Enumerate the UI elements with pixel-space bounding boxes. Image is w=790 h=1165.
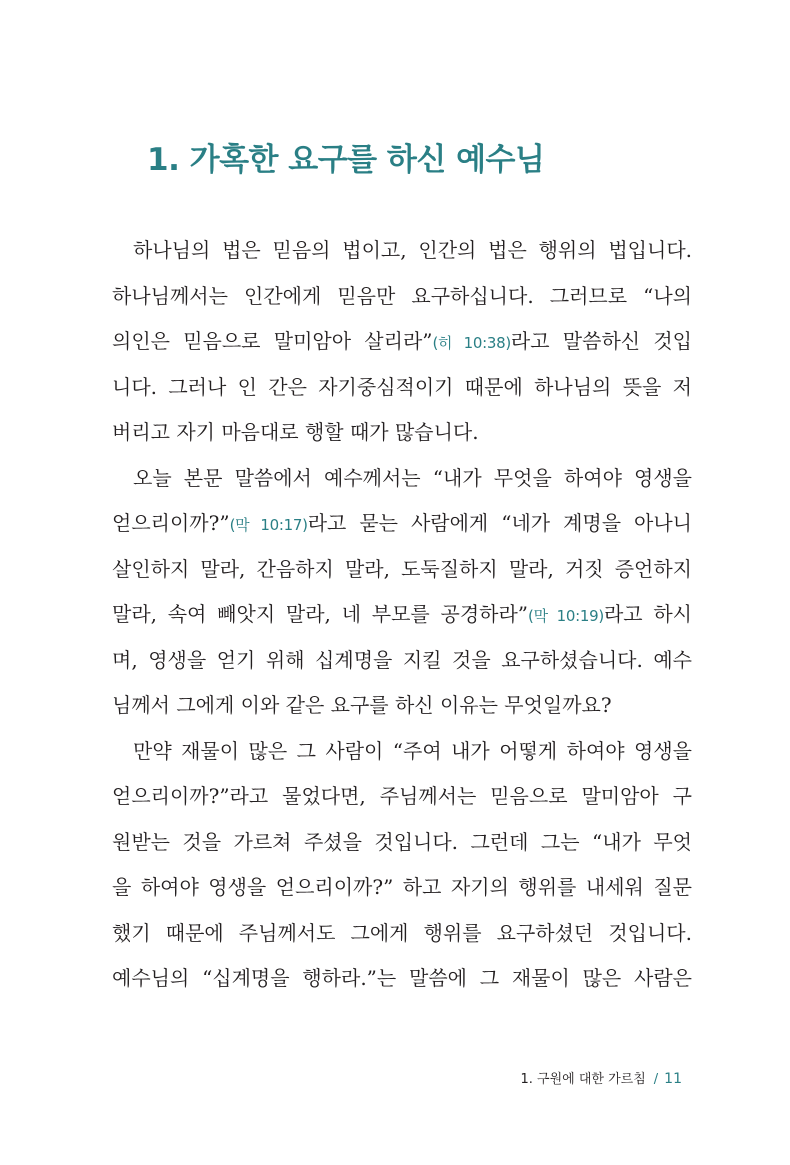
line-text-continued: 라고 하시 bbox=[603, 602, 692, 626]
line-text: 살인하지 말라, 간음하지 말라, 도둑질하지 말라, 거짓 증언하지 bbox=[112, 556, 692, 581]
line-text: 오늘 본문 말씀에서 예수께서는 “내가 무엇을 하여야 영생을 bbox=[133, 465, 692, 490]
text-line bbox=[112, 820, 692, 866]
text-line bbox=[112, 456, 692, 502]
footer-section-title: 1. 구원에 대한 가르침 bbox=[520, 1072, 646, 1087]
text-line bbox=[112, 228, 692, 274]
text-line bbox=[112, 319, 692, 365]
line-text: 하나님의 법은 믿음의 법이고, 인간의 법은 행위의 법입니다. bbox=[133, 238, 692, 262]
line-text-continued: 라고 묻는 사람에게 “네가 계명을 아나니 bbox=[307, 511, 692, 535]
text-line bbox=[112, 774, 692, 820]
text-line bbox=[112, 865, 692, 911]
scripture-reference: (히 10:38) bbox=[432, 334, 511, 352]
line-text: 니다. 그러나 인 간은 자기중심적이기 때문에 하나님의 뜻을 저 bbox=[112, 374, 692, 399]
text-line bbox=[112, 592, 692, 638]
line-text: 의인은 믿음으로 말미암아 살리라” bbox=[112, 329, 433, 353]
page-number: 11 bbox=[664, 1071, 682, 1087]
text-line bbox=[112, 274, 692, 320]
line-text: 며, 영생을 얻기 위해 십계명을 지킬 것을 요구하셨습니다. 예수 bbox=[112, 647, 692, 672]
text-line bbox=[112, 365, 692, 411]
line-text: 하나님께서는 인간에게 믿음만 요구하십니다. 그러므로 “나의 bbox=[112, 283, 692, 308]
line-text: 버리고 자기 마음대로 행할 때가 많습니다. bbox=[112, 420, 479, 444]
line-text: 님께서 그에게 이와 같은 요구를 하신 이유는 무엇일까요? bbox=[112, 693, 612, 717]
line-text: 얻으리이까?” bbox=[112, 511, 230, 535]
line-text: 을 하여야 영생을 얻으리이까?” 하고 자기의 행위를 내세워 질문 bbox=[112, 875, 692, 899]
line-text: 예수님의 “십계명을 행하라.”는 말씀에 그 재물이 많은 사람은 bbox=[112, 966, 692, 990]
body-text bbox=[112, 228, 692, 1002]
chapter-title: 1. 가혹한 요구를 하신 예수님 bbox=[147, 142, 545, 178]
text-line bbox=[112, 729, 692, 775]
text-line bbox=[112, 501, 692, 547]
scripture-reference: (막 10:17) bbox=[229, 516, 308, 534]
line-text: 얻으리이까?”라고 물었다면, 주님께서는 믿음으로 말미암아 구 bbox=[112, 784, 692, 808]
line-text: 만약 재물이 많은 그 사람이 “주여 내가 어떻게 하여야 영생을 bbox=[133, 738, 692, 763]
text-line bbox=[112, 410, 692, 456]
text-line bbox=[112, 956, 692, 1002]
scripture-reference: (막 10:19) bbox=[528, 607, 604, 625]
text-line bbox=[112, 911, 692, 957]
line-text: 원받는 것을 가르쳐 주셨을 것입니다. 그런데 그는 “내가 무엇 bbox=[112, 829, 692, 854]
page-footer bbox=[521, 1068, 682, 1087]
line-text: 말라, 속여 빼앗지 말라, 네 부모를 공경하라” bbox=[112, 602, 529, 626]
line-text-continued: 라고 말씀하신 것입 bbox=[510, 329, 692, 353]
footer-separator: / bbox=[653, 1072, 659, 1087]
text-line bbox=[112, 683, 692, 729]
text-line bbox=[112, 547, 692, 593]
text-line bbox=[112, 638, 692, 684]
line-text: 했기 때문에 주님께서도 그에게 행위를 요구하셨던 것입니다. bbox=[112, 920, 692, 945]
